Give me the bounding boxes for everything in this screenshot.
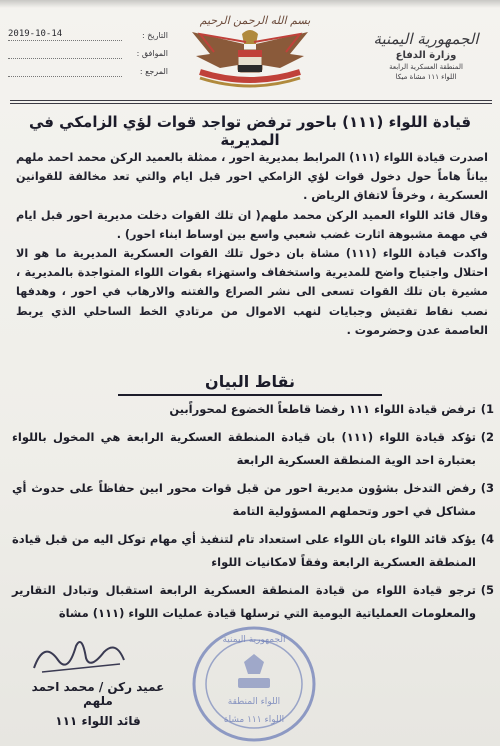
- document-title: قيادة اللواء (١١١) باحور ترفض تواجد قوات لؤي الزامكي في المديرية: [28, 113, 472, 149]
- date-row: [8, 26, 168, 44]
- corresponding-label: الموافق :: [136, 48, 168, 58]
- date-label: التاريخ :: [141, 30, 168, 40]
- bismillah: بسم الله الرحمن الرحيم: [199, 14, 311, 27]
- stamp-center-text: اللواء المنطقة: [227, 697, 281, 707]
- header-divider: [10, 100, 492, 101]
- signer-name: عميد ركن / محمد احمد ملهم: [31, 680, 165, 708]
- reference-label: المرجع :: [139, 66, 168, 76]
- letterhead-right: [366, 30, 486, 81]
- statement-points: [12, 398, 492, 630]
- point-text: يؤكد قائد اللواء بان اللواء على استعداد تام لتنفيذ أي مهام توكل اليه من قبل قيادة المنطقة العسكرية الرابعة وفقاً لامكانيات اللواء: [12, 532, 476, 569]
- statement-heading: [110, 372, 390, 396]
- point-text: تؤكد قيادة اللواء (١١١) بان قيادة المنطقة العسكرية الرابعة هي المخول باللواء بعتبارة احد الوية المنطقة العسكرية الرابعة: [12, 430, 476, 467]
- point-text: ترجو قيادة اللواء من قيادة المنطقة العسكرية الرابعة استقبال وتبادل التقارير والمعلومات العملياتية اليومية التي ترسلها قيادة عمليات اللواء (١١١) مشاة: [12, 583, 476, 620]
- brigade-name: اللواء ١١١ مشاة ميكا: [395, 73, 457, 81]
- official-stamp-icon: [188, 622, 320, 746]
- republic-name: الجمهورية اليمنية: [373, 30, 479, 48]
- point-number: 3): [480, 481, 494, 495]
- point-number: 1): [480, 402, 494, 416]
- heading-underline: [118, 394, 382, 396]
- reference-row: [8, 62, 168, 80]
- ministry-name: وزارة الدفاع: [395, 50, 457, 61]
- reference-value: [8, 65, 122, 77]
- list-item: [12, 528, 492, 574]
- point-number: 5): [480, 583, 494, 597]
- point-text: ترفض قيادة اللواء ١١١ رفضا قاطعاً الخضوع لمحوراًبين: [169, 402, 476, 416]
- point-number: 2): [480, 430, 494, 444]
- list-item: [12, 398, 492, 421]
- list-item: [12, 477, 492, 523]
- yemen-eagle-emblem-icon: [180, 14, 320, 94]
- stamp-top-text: الجمهورية اليمنية: [222, 635, 286, 645]
- region-name: المنطقة العسكرية الرابعة: [389, 63, 463, 71]
- signature-block: [18, 680, 178, 728]
- point-text: رفض التدخل بشؤون مديرية احور من قبل قوات محور ابين حفاظاً على حدوث أي مشاكل في احور وتحملهم المسؤولية التامة: [12, 481, 476, 518]
- body-paragraph: اصدرت قيادة اللواء (١١١) المرابط بمديرية احور ، ممثلة بالعميد الركن محمد احمد ملهم بياناً هاماً حول دخول قوات لؤي الزامكي احور قبل ايام والتي تعد مخالفة للقوانين العسكرية ، وخرقاً لاتفاق الرياض .: [15, 151, 488, 203]
- point-number: 4): [480, 532, 494, 546]
- stamp-bottom-text: اللواء ١١١ مشاة: [223, 715, 285, 725]
- body-paragraph: وقال قائد اللواء العميد الركن محمد ملهم( ان تلك القوات دخلت مديرية احور قبل ايام في مهمة مشبوهة اثارت غضب شعبي واسع بين اوساط ابناء احور) .: [16, 208, 488, 241]
- signer-role: قائد اللواء ١١١: [55, 714, 141, 728]
- handwritten-signature-icon: [24, 630, 134, 680]
- list-item: [12, 426, 492, 472]
- header-divider-secondary: [10, 103, 492, 104]
- list-item: [12, 579, 492, 625]
- corresponding-value: [8, 47, 122, 59]
- body-paragraph: واكدت قيادة اللواء (١١١) مشاة بان دخول تلك القوات العسكرية المديرية ما هو الا احتلال واجتياح واضح للمديرية واستخفاف واستهزاء بقوات اللواء المتواجدة بالمديرية ، مشيرة بان تلك القوات تسعى الى نشر الصراع والفتنه والارهاب في احور ، وهدفها نصب نقاط تفتيش وجبايات لنهب الاموال من مرتادي الخط الساحلي الذي يربط العاصمة عدن وحضرموت .: [16, 247, 488, 337]
- corresponding-date-row: [8, 44, 168, 62]
- page-shadow: [0, 0, 500, 8]
- date-value: 2019-10-14: [8, 29, 122, 41]
- document-body: [16, 148, 488, 340]
- letterhead-left: [8, 26, 168, 80]
- statement-heading-text: نقاط البيان: [205, 372, 295, 391]
